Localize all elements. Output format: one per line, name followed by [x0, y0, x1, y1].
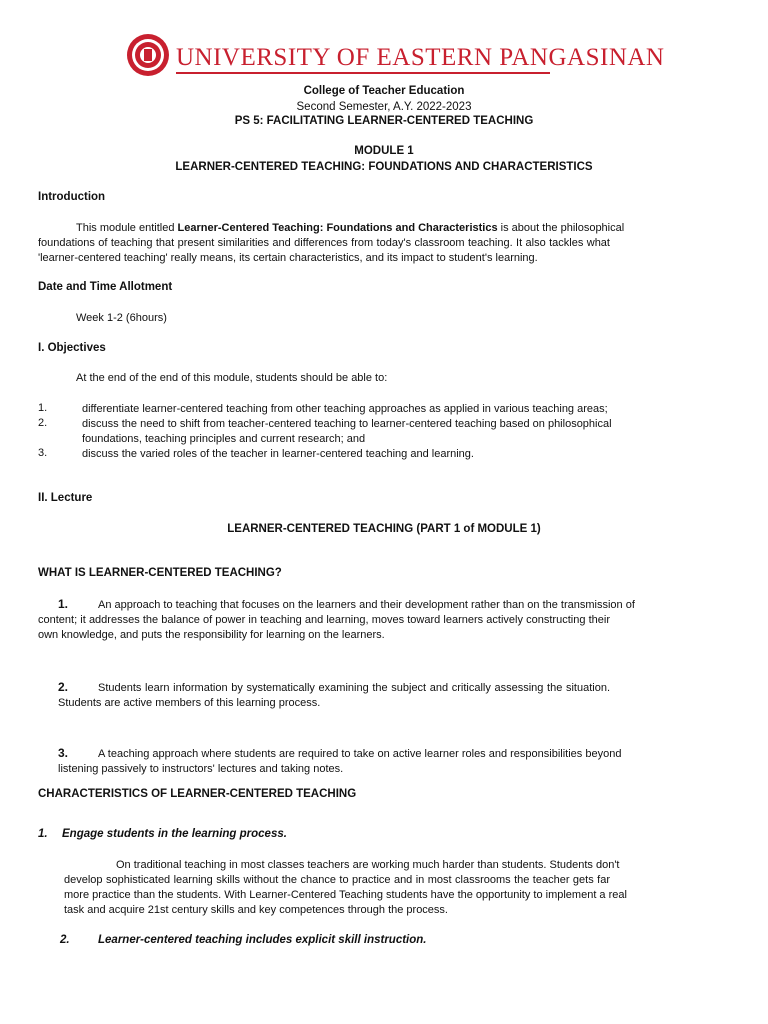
date-time-heading: Date and Time Allotment: [38, 281, 173, 293]
what-is-heading: WHAT IS LEARNER-CENTERED TEACHING?: [38, 567, 282, 579]
objective-item: discuss the need to shift from teacher-centered teaching to learner-centered teaching based on philosophical: [82, 418, 612, 430]
objectives-heading: I. Objectives: [38, 342, 106, 354]
characteristic-text: more practice than the students. With Learner-Centered Teaching students have the opportunity to implement a real: [64, 889, 627, 901]
definition-text: Students learn information by systematically examining the subject and critically assessing the situation.: [98, 682, 610, 694]
objective-number: 2.: [38, 417, 48, 429]
university-name: UNIVERSITY OF EASTERN PANGASINAN: [176, 44, 665, 71]
university-seal-icon: [126, 33, 170, 77]
characteristic-text: task and acquire 21st century skills and key competences through the process.: [64, 904, 448, 916]
date-time-value: Week 1-2 (6hours): [76, 312, 167, 324]
characteristic-1-paragraph: [64, 858, 627, 918]
characteristics-heading: CHARACTERISTICS OF LEARNER-CENTERED TEACHING: [38, 788, 357, 800]
definition-number: 1.: [58, 597, 69, 611]
intro-module-title: Learner-Centered Teaching: Foundations and Characteristics: [177, 222, 498, 234]
lecture-part-title: LEARNER-CENTERED TEACHING (PART 1 of MODULE 1): [227, 523, 541, 535]
module-title: LEARNER-CENTERED TEACHING: FOUNDATIONS AND CHARACTERISTICS: [175, 161, 593, 173]
objective-item: discuss the varied roles of the teacher in learner-centered teaching and learning.: [82, 448, 474, 460]
characteristic-title: Learner-centered teaching includes explicit skill instruction.: [98, 934, 427, 946]
logo-underline: [176, 72, 550, 74]
definition-2: [58, 680, 610, 711]
characteristic-text: develop sophisticated learning skills without the chance to practice and in most classrooms the teacher gets far: [64, 874, 610, 886]
objective-item-continued: foundations, teaching principles and current research; and: [82, 433, 366, 445]
characteristic-title: Engage students in the learning process.: [62, 828, 287, 840]
definition-1: [38, 597, 635, 643]
module-number: MODULE 1: [354, 145, 414, 157]
intro-text-post: is about the philosophical: [497, 222, 625, 234]
characteristic-number: 1.: [38, 828, 48, 840]
intro-text-pre: This module entitled: [76, 222, 178, 234]
definition-text: own knowledge, and puts the responsibility for learning on the learners.: [38, 629, 385, 641]
definition-text: listening passively to instructors' lectures and taking notes.: [58, 763, 344, 775]
introduction-paragraph: [38, 221, 625, 266]
definition-text: A teaching approach where students are required to take on active learner roles and responsibilities beyond: [98, 748, 622, 760]
introduction-heading: Introduction: [38, 191, 106, 203]
definition-text: content; it addresses the balance of power in teaching and learning, moves toward learners actively constructing their: [38, 614, 610, 626]
objectives-intro: At the end of the end of this module, students should be able to:: [76, 372, 388, 384]
definition-number: 2.: [58, 680, 69, 694]
objective-number: 1.: [38, 402, 48, 414]
college-name: College of Teacher Education: [303, 85, 465, 97]
definition-text: An approach to teaching that focuses on the learners and their development rather than on the transmission of: [98, 599, 635, 611]
intro-line-2: foundations of teaching that present similarities and differences from today's classroom teaching. It also tackles what: [38, 237, 610, 249]
course-title: PS 5: FACILITATING LEARNER-CENTERED TEACHING: [234, 115, 534, 127]
characteristic-text: On traditional teaching in most classes teachers are working much harder than students. Students don't: [116, 859, 620, 871]
definition-3: [38, 746, 622, 777]
definition-text: Students are active members of this learning process.: [58, 697, 321, 709]
intro-line-3: 'learner-centered teaching' really means, its certain characteristics, and its impact to student's learning.: [38, 252, 538, 264]
objective-number: 3.: [38, 447, 48, 459]
characteristic-number: 2.: [60, 934, 70, 946]
objective-item: differentiate learner-centered teaching from other teaching approaches as applied in various teaching areas;: [82, 403, 608, 415]
definition-number: 3.: [58, 746, 69, 760]
lecture-heading: II. Lecture: [38, 492, 93, 504]
semester: Second Semester, A.Y. 2022-2023: [296, 101, 472, 113]
